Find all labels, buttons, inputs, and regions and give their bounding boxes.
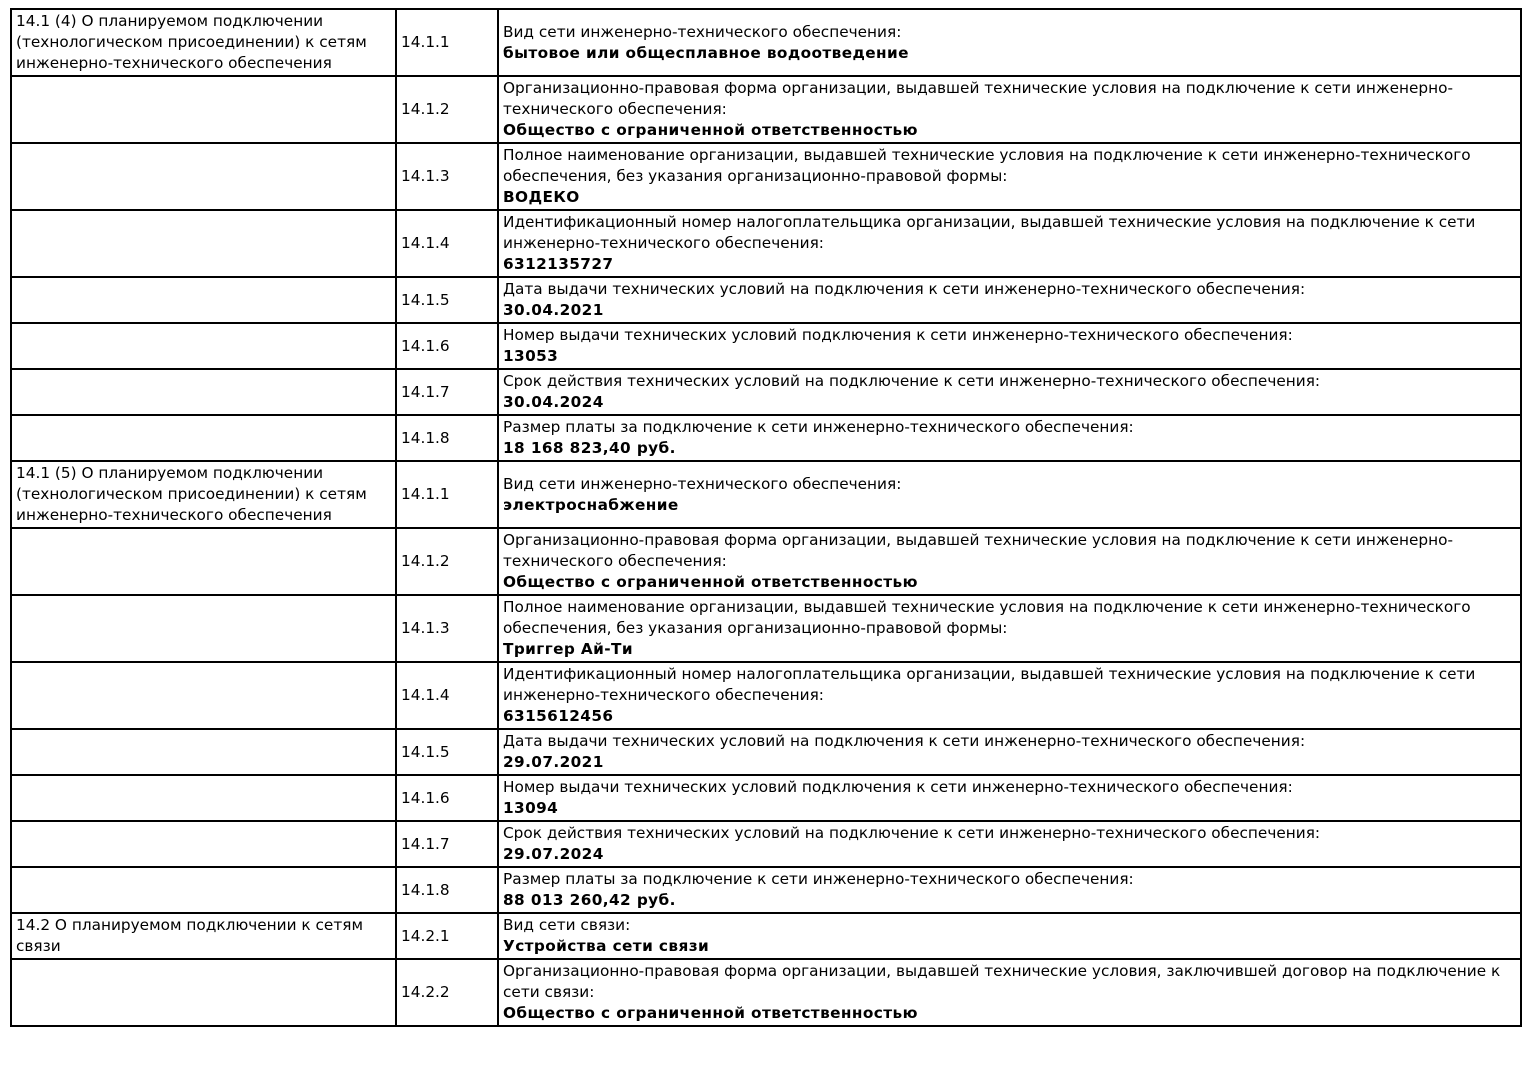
field-label: Организационно-правовая форма организации, выдавшей технические условия на подключение к сети инженерно-технического обеспечения: [503,79,1454,118]
item-content-cell [498,210,1521,277]
item-code-cell: 14.1.3 [396,143,498,210]
field-label: Срок действия технических условий на подключение к сети инженерно-технического обеспечения: [503,372,1321,390]
table-row [11,76,1521,143]
table-row [11,729,1521,775]
table-row [11,913,1521,959]
table-row [11,369,1521,415]
table-row [11,461,1521,528]
field-value: Общество с ограниченной ответственностью [503,121,918,139]
table-row [11,528,1521,595]
field-label: Номер выдачи технических условий подключения к сети инженерно-технического обеспечения: [503,326,1293,344]
section-empty-cell [11,729,396,775]
item-code-cell: 14.1.5 [396,729,498,775]
section-empty-cell [11,277,396,323]
field-value: 13094 [503,799,559,817]
field-value: Устройства сети связи [503,937,710,955]
section-empty-cell [11,210,396,277]
field-value: бытовое или общесплавное водоотведение [503,43,909,62]
field-value: Общество с ограниченной ответственностью [503,573,918,591]
field-label: Вид сети инженерно-технического обеспечения: [503,22,902,41]
item-code-cell: 14.1.1 [396,461,498,528]
table-row [11,867,1521,913]
section-empty-cell [11,323,396,369]
item-content-cell [498,461,1521,528]
item-code-cell: 14.1.4 [396,210,498,277]
item-content-cell [498,959,1521,1026]
field-value: 29.07.2021 [503,753,604,771]
section-title-cell: 14.2 О планируемом подключении к сетям связи [11,913,396,959]
project-declaration-table [10,8,1522,1027]
field-label: Полное наименование организации, выдавшей технические условия на подключение к сети инженерно-технического обеспечения, без указания организационно-правовой формы: [503,598,1471,637]
item-content-cell [498,775,1521,821]
table-row [11,415,1521,461]
table-row [11,9,1521,76]
item-code-cell: 14.1.2 [396,528,498,595]
section-title-cell: 14.1 (5) О планируемом подключении (технологическом присоединении) к сетям инженерно-технического обеспечения [11,461,396,528]
section-empty-cell [11,76,396,143]
field-value: 18 168 823,40 руб. [503,439,676,457]
item-content-cell [498,913,1521,959]
section-empty-cell [11,959,396,1026]
table-row [11,959,1521,1026]
field-value: 6312135727 [503,255,614,273]
item-content-cell [498,528,1521,595]
item-content-cell [498,867,1521,913]
item-code-cell: 14.2.1 [396,913,498,959]
field-value: 88 013 260,42 руб. [503,891,676,909]
item-code-cell: 14.1.4 [396,662,498,729]
item-content-cell [498,277,1521,323]
field-value: 6315612456 [503,707,614,725]
table-row [11,277,1521,323]
field-value: Триггер Ай-Ти [503,640,633,658]
field-label: Идентификационный номер налогоплательщика организации, выдавшей технические условия на подключение к сети инженерно-технического обеспечения: [503,665,1476,704]
item-code-cell: 14.1.5 [396,277,498,323]
field-label: Размер платы за подключение к сети инженерно-технического обеспечения: [503,870,1134,888]
field-label: Организационно-правовая форма организации, выдавшей технические условия на подключение к сети инженерно-технического обеспечения: [503,531,1454,570]
field-label: Вид сети связи: [503,916,631,934]
item-code-cell: 14.1.6 [396,775,498,821]
field-label: Срок действия технических условий на подключение к сети инженерно-технического обеспечения: [503,824,1321,842]
table-row [11,323,1521,369]
section-title-cell: 14.1 (4) О планируемом подключении (технологическом присоединении) к сетям инженерно-технического обеспечения [11,9,396,76]
field-value: Общество с ограниченной ответственностью [503,1004,918,1022]
section-empty-cell [11,528,396,595]
field-label: Дата выдачи технических условий на подключения к сети инженерно-технического обеспечения: [503,732,1306,750]
section-empty-cell [11,369,396,415]
item-content-cell [498,415,1521,461]
item-content-cell [498,821,1521,867]
section-empty-cell [11,415,396,461]
item-content-cell [498,729,1521,775]
item-content-cell [498,76,1521,143]
table-row [11,210,1521,277]
field-value: 29.07.2024 [503,845,604,863]
field-value: 13053 [503,347,559,365]
field-label: Полное наименование организации, выдавшей технические условия на подключение к сети инженерно-технического обеспечения, без указания организационно-правовой формы: [503,146,1471,185]
section-empty-cell [11,821,396,867]
field-value: электроснабжение [503,495,679,514]
field-label: Дата выдачи технических условий на подключения к сети инженерно-технического обеспечения: [503,280,1306,298]
item-code-cell: 14.2.2 [396,959,498,1026]
item-content-cell [498,323,1521,369]
item-code-cell: 14.1.6 [396,323,498,369]
item-code-cell: 14.1.8 [396,867,498,913]
item-content-cell [498,595,1521,662]
item-code-cell: 14.1.7 [396,369,498,415]
section-empty-cell [11,775,396,821]
table-row [11,662,1521,729]
section-empty-cell [11,662,396,729]
item-content-cell [498,662,1521,729]
item-code-cell: 14.1.3 [396,595,498,662]
field-value: ВОДЕКО [503,188,580,206]
table-row [11,821,1521,867]
section-empty-cell [11,595,396,662]
table-row [11,595,1521,662]
item-code-cell: 14.1.8 [396,415,498,461]
item-content-cell [498,9,1521,76]
section-empty-cell [11,867,396,913]
table-body [11,9,1521,1026]
item-code-cell: 14.1.7 [396,821,498,867]
field-value: 30.04.2024 [503,393,604,411]
field-label: Организационно-правовая форма организации, выдавшей технические условия, заключившей договор на подключение к сети связи: [503,962,1501,1001]
item-code-cell: 14.1.2 [396,76,498,143]
item-content-cell [498,369,1521,415]
field-value: 30.04.2021 [503,301,604,319]
field-label: Идентификационный номер налогоплательщика организации, выдавшей технические условия на подключение к сети инженерно-технического обеспечения: [503,213,1476,252]
item-code-cell: 14.1.1 [396,9,498,76]
field-label: Номер выдачи технических условий подключения к сети инженерно-технического обеспечения: [503,778,1293,796]
item-content-cell [498,143,1521,210]
field-label: Вид сети инженерно-технического обеспечения: [503,474,902,493]
field-label: Размер платы за подключение к сети инженерно-технического обеспечения: [503,418,1134,436]
section-empty-cell [11,143,396,210]
table-row [11,143,1521,210]
table-row [11,775,1521,821]
